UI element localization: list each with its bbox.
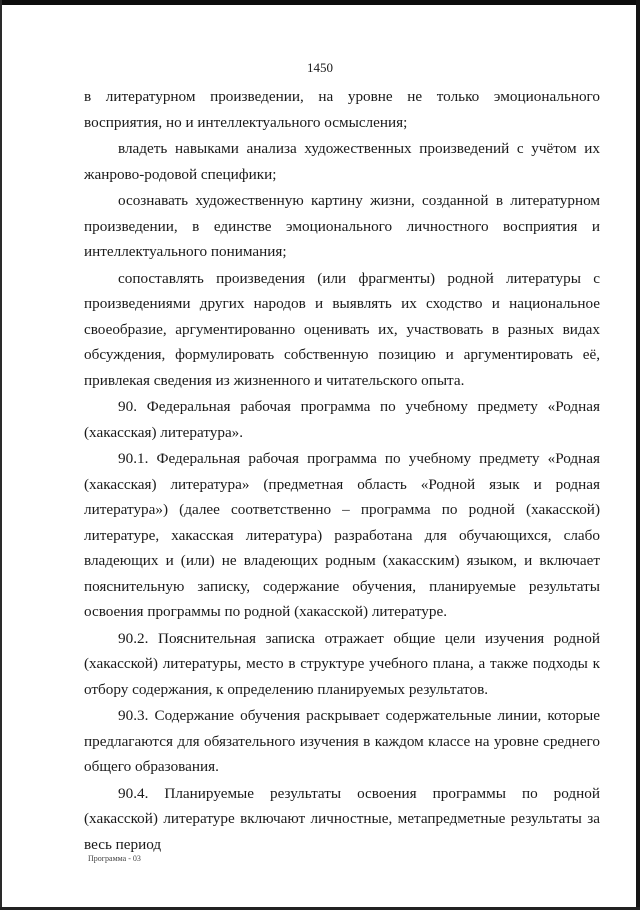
paragraph-section-90: 90. Федеральная рабочая программа по учебному предмету «Родная (хакасская) литература». — [84, 398, 600, 441]
paragraph-compare-works: сопоставлять произведения (или фрагменты) родной литературы с произведениями других народов и выявлять их сходство и национальное своеобразие, аргументированно оценивать их, участвовать в разных видах обсуждения, формулировать собственную позицию и аргументировать её, привлекая сведения из жизненного и читательского опыта. — [84, 269, 600, 389]
paragraph-section-90-1: 90.1. Федеральная рабочая программа по учебному предмету «Родная (хакасская) литература» (предметная область «Родной язык и родная литература») (далее соответственно – программа по родной (хакасской) литературе, хакасская литература) разработана для обучающихся, слабо владеющих и (или) не владеющих родным (хакасским) языком, и включает пояснительную записку, содержание обучения, планируемые результаты освоения программы по родной (хакасской) литературе. — [84, 450, 600, 620]
page-number: 1450 — [307, 60, 333, 75]
paragraph-analysis-skills: владеть навыками анализа художественных произведений с учётом их жанрово-родовой специфики; — [84, 140, 600, 183]
footer-stamp: Программа - 03 — [88, 854, 141, 863]
paragraph-section-90-4: 90.4. Планируемые результаты освоения программы по родной (хакасской) литературе включают личностные, метапредметные результаты за весь период — [84, 784, 600, 853]
paragraph-continuation: в литературном произведении, на уровне не только эмоционального восприятия, но и интеллектуального осмысления; — [84, 88, 600, 131]
scan-edge-top — [0, 0, 640, 5]
document-body — [84, 84, 600, 857]
scan-edge-left — [0, 0, 2, 910]
paragraph-artistic-picture: осознавать художественную картину жизни, созданной в литературном произведении, в единстве эмоционального личностного восприятия и интеллектуального понимания; — [84, 192, 600, 260]
scan-edge-right — [636, 0, 640, 910]
paragraph-section-90-2: 90.2. Пояснительная записка отражает общие цели изучения родной (хакасской) литературы, место в структуре учебного плана, а также подходы к отбору содержания, к определению планируемых результатов. — [84, 629, 600, 698]
paragraph-section-90-3: 90.3. Содержание обучения раскрывает содержательные линии, которые предлагаются для обязательного изучения в каждом классе на уровне среднего общего образования. — [84, 707, 600, 775]
